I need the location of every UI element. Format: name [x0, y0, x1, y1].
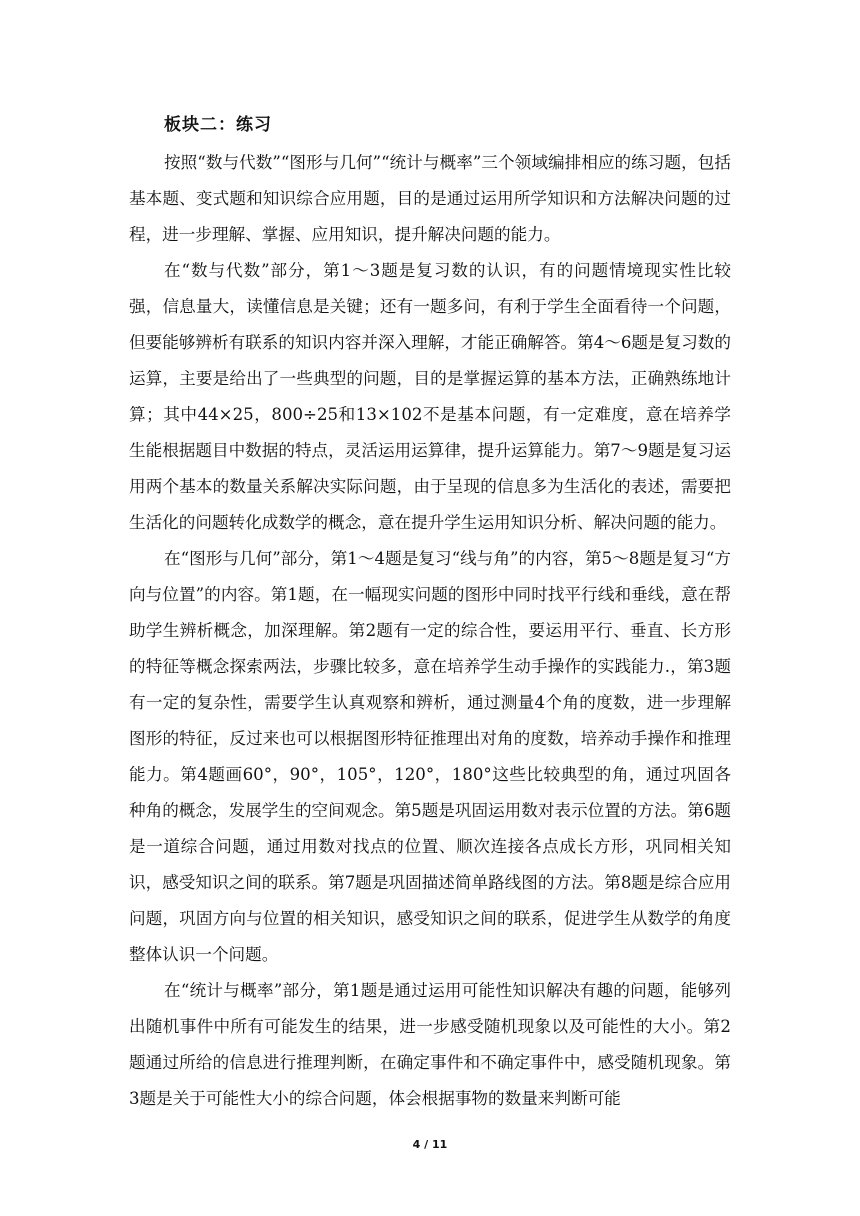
paragraph-geometry: 在“图形与几何”部分，第1～4题是复习“线与角”的内容，第5～8题是复习“方向与位置”的内容。第1题，在一幅现实问题的图形中同时找平行线和垂线，意在帮助学生辨析概念，加深理解。第2题有一定的综合性，要运用平行、垂直、长方形的特征等概念探索两法，步骤比较多，意在培养学生动手操作的实践能力.，第3题有一定的复杂性，需要学生认真观察和辨析，通过测量4个角的度数，进一步理解图形的特征，反过来也可以根据图形特征推理出对角的度数，培养动手操作和推理能力。第4题画60°，90°，105°，120°，180°这些比较典型的角，通过巩固各种角的概念，发展学生的空间观念。第5题是巩固运用数对表示位置的方法。第6题是一道综合问题，通过用数对找点的位置、顺次连接各点成长方形，巩同相关知识，感受知识之间的联系。第7题是巩固描述简单路线图的方法。第8题是综合应用问题，巩固方向与位置的相关知识，感受知识之间的联系，促进学生从数学的角度整体认识一个问题。 [129, 549, 731, 964]
paragraph-number-algebra: 在“数与代数”部分，第1～3题是复习数的认识，有的问题情境现实性比较强，信息量大，读懂信息是关键；还有一题多问，有利于学生全面看待一个问题，但要能够辨析有联系的知识内容并深入理解，才能正确解答。第4～6题是复习数的运算，主要是给出了一些典型的问题，目的是掌握运算的基本方法，正确熟练地计算；其中44×25，800÷25和13×102不是基本问题，有一定难度，意在培养学生能根据题目中数据的特点，灵活运用运算律，提升运算能力。第7～9题是复习运用两个基本的数量关系解决实际问题，由于呈现的信息多为生活化的表述，需要把生活化的问题转化成数学的概念，意在提升学生运用知识分析、解决问题的能力。 [129, 261, 731, 532]
paragraph-intro: 按照“数与代数”“图形与几何”“统计与概率”三个领域编排相应的练习题，包括基本题、变式题和知识综合应用题，目的是通过运用所学知识和方法解决问题的过程，进一步理解、掌握、应用知识，提升解决问题的能力。 [129, 153, 731, 244]
page-number: 4 / 11 [412, 1138, 448, 1151]
section-heading: 板块二：练习 [164, 115, 272, 135]
paragraph-statistics: 在“统计与概率”部分，第1题是通过运用可能性知识解决有趣的问题，能够列出随机事件中所有可能发生的结果，进一步感受随机现象以及可能性的大小。第2题通过所给的信息进行推理判断，在确定事件和不确定事件中，感受随机现象。第3题是关于可能性大小的综合问题，体会根据事物的数量来判断可能 [129, 981, 731, 1108]
